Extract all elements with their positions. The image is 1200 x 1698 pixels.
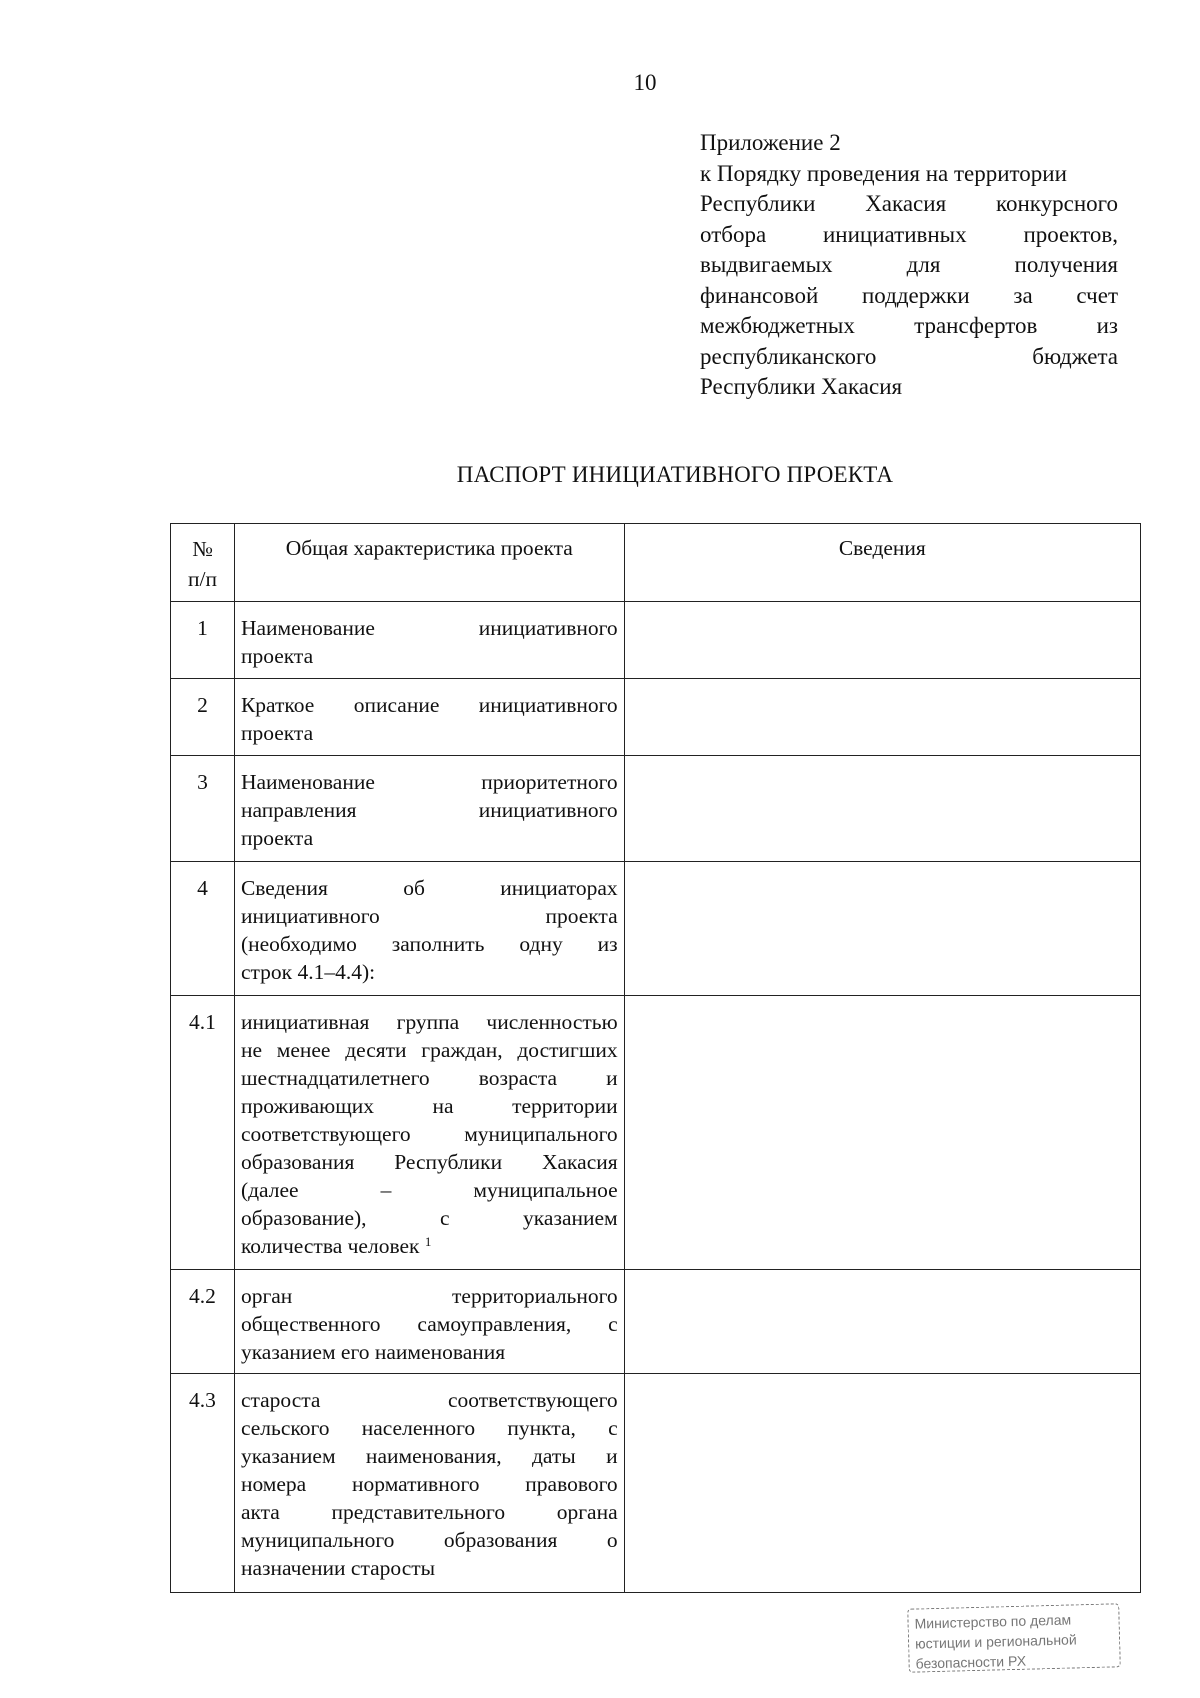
row-info-field[interactable] <box>624 602 1140 679</box>
table-row <box>171 862 1141 996</box>
row-description: Наименование приоритетного направления инициативного проекта <box>234 756 624 862</box>
row-info-field[interactable] <box>624 756 1140 862</box>
appendix-line: Республики Хакасия <box>700 374 903 399</box>
passport-table <box>170 523 1141 1593</box>
appendix-line: отбора инициативных проектов, <box>700 221 1118 247</box>
table-header-row <box>171 524 1141 602</box>
table-row <box>171 1270 1141 1374</box>
appendix-line: выдвигаемых для получения <box>700 252 1118 277</box>
appendix-line: Республики Хакасия конкурсного <box>700 191 1118 216</box>
page-number: 10 <box>633 70 657 95</box>
row-description: инициативная группа численностью не менее десяти граждан, достигших шестнадцатилетнего возраста и проживающих на территории соответствующего муниципального образования Республики Хакасия (далее – муниципальное образование), с указанием количества человек $^1$ <box>234 996 624 1270</box>
row-info-field[interactable] <box>624 862 1140 996</box>
row-number: 4 <box>171 862 235 996</box>
registration-stamp: Министерство по делам юстиции и региональной безопасности РХ <box>907 1603 1121 1673</box>
table-row <box>171 602 1141 679</box>
row-info-field[interactable] <box>624 996 1140 1270</box>
document-title: ПАСПОРТ ИНИЦИАТИВНОГО ПРОЕКТА <box>456 462 894 487</box>
row-description: староста соответствующего сельского населенного пункта, с указанием наименования, даты и номера нормативного правового акта представительного органа муниципального образования о назначении старосты <box>234 1374 624 1593</box>
footnote-marker: 1 <box>424 1234 432 1249</box>
row-number: 2 <box>171 679 235 756</box>
table-row <box>171 996 1141 1270</box>
row-info-field[interactable] <box>624 1270 1140 1374</box>
row-description: Краткое описание инициативного проекта <box>234 679 624 756</box>
appendix-line: республиканского бюджета <box>700 343 1118 369</box>
table-row <box>171 756 1141 862</box>
appendix-line: к Порядку проведения на территории <box>700 160 1067 186</box>
row-number: 4.3 <box>171 1374 235 1593</box>
appendix-block <box>700 128 1118 403</box>
row-number: 4.2 <box>171 1270 235 1374</box>
row-info-field[interactable] <box>624 1374 1140 1593</box>
row-description: Наименование инициативного проекта <box>234 602 624 679</box>
table-row <box>171 1374 1141 1593</box>
appendix-line: Приложение 2 <box>700 130 841 155</box>
row-description: Сведения об инициаторах инициативного проекта (необходимо заполнить одну из строк 4.1–4.4): <box>234 862 624 996</box>
row-number: 4.1 <box>171 996 235 1270</box>
row-description: орган территориального общественного самоуправления, с указанием его наименования <box>234 1270 624 1374</box>
table-row <box>171 679 1141 756</box>
appendix-line: финансовой поддержки за счет <box>700 282 1118 308</box>
row-number: 1 <box>171 602 235 679</box>
appendix-line: межбюджетных трансфертов из <box>700 313 1118 338</box>
row-info-field[interactable] <box>624 679 1140 756</box>
header-info: Сведения <box>624 524 1140 602</box>
header-description: Общая характеристика проекта <box>234 524 624 602</box>
row-number: 3 <box>171 756 235 862</box>
header-number: № п/п <box>171 524 235 602</box>
